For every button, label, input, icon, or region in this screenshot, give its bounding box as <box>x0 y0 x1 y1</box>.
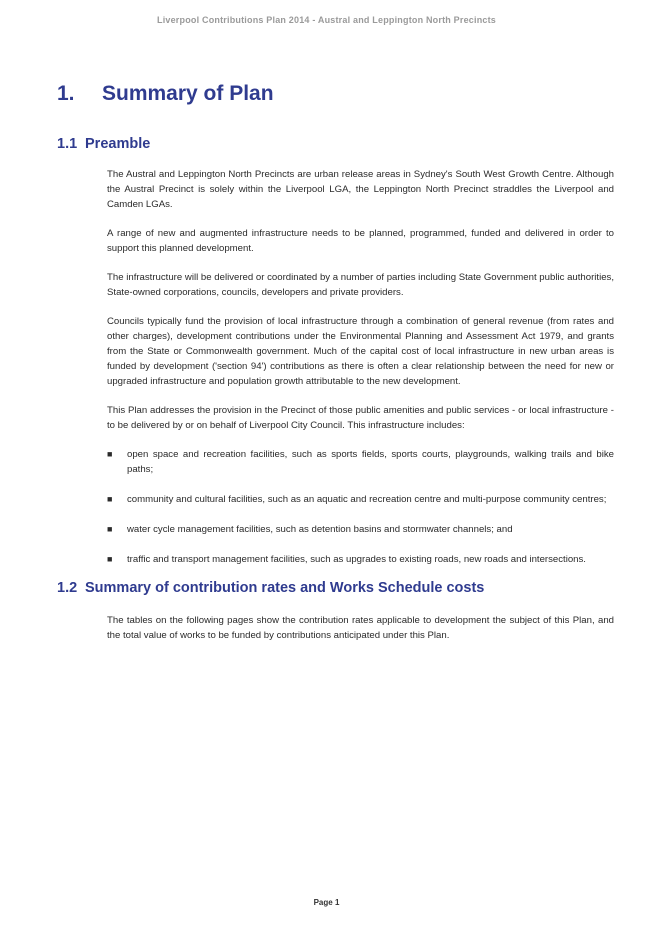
summary-body <box>107 613 614 657</box>
paragraph: The infrastructure will be delivered or coordinated by a number of parties including State Government public authorities, State-owned corporations, councils, developers and private providers. <box>107 272 614 298</box>
section-number: 1.1 <box>57 136 78 152</box>
chapter-title <box>57 82 274 106</box>
infrastructure-list <box>107 447 614 567</box>
paragraph: The Austral and Leppington North Precincts are urban release areas in Sydney's South West Growth Centre. Although the Austral Precinct is solely within the Liverpool LGA, the Leppington North Precinct straddles the Liverpool and Camden LGAs. <box>107 169 614 210</box>
list-item <box>107 552 614 567</box>
chapter-number: 1. <box>57 82 75 105</box>
paragraph: Councils typically fund the provision of local infrastructure through a combination of general revenue (from rates and other charges), development contributions under the Environmental Planning and Assessment Act 1979, and grants from the State or Commonwealth government. Much of the capital cost of local infrastructure in new urban areas is funded by development ('section 94') contributions as there is often a clear relationship between the need for new or upgraded infrastructure and population growth attributable to the new development. <box>107 316 614 387</box>
list-item-text: open space and recreation facilities, such as sports fields, sports courts, playgrounds, walking trails and bike paths; <box>127 449 614 475</box>
list-item-text: traffic and transport management facilities, such as upgrades to existing roads, new roads and intersections. <box>127 554 586 565</box>
section-title-text: Preamble <box>85 136 151 152</box>
section-number: 1.2 <box>57 580 78 596</box>
bullet-square-icon: ■ <box>107 554 113 564</box>
list-item <box>107 492 614 507</box>
paragraph: A range of new and augmented infrastructure needs to be planned, programmed, funded and delivered in order to support this planned development. <box>107 228 614 254</box>
running-header: Liverpool Contributions Plan 2014 - Austral and Leppington North Precincts <box>157 15 496 25</box>
section-heading-preamble <box>57 136 150 152</box>
preamble-body <box>107 167 614 582</box>
list-item <box>107 447 614 477</box>
section-title-text: Summary of contribution rates and Works Schedule costs <box>85 580 485 596</box>
paragraph: This Plan addresses the provision in the Precinct of those public amenities and public services - or local infrastructure - to be delivered by or on behalf of Liverpool City Council. This infrastructure includes: <box>107 405 614 431</box>
chapter-title-text: Summary of Plan <box>102 82 274 105</box>
page-number: Page 1 <box>313 898 340 907</box>
bullet-square-icon: ■ <box>107 524 113 534</box>
list-item <box>107 522 614 537</box>
bullet-square-icon: ■ <box>107 449 113 459</box>
bullet-square-icon: ■ <box>107 494 113 504</box>
section-heading-summary <box>57 580 484 596</box>
list-item-text: water cycle management facilities, such as detention basins and stormwater channels; and <box>127 524 513 535</box>
list-item-text: community and cultural facilities, such as an aquatic and recreation centre and multi-purpose community centres; <box>127 494 607 505</box>
paragraph: The tables on the following pages show the contribution rates applicable to development the subject of this Plan, and the total value of works to be funded by contributions anticipated under this Plan. <box>107 615 614 641</box>
